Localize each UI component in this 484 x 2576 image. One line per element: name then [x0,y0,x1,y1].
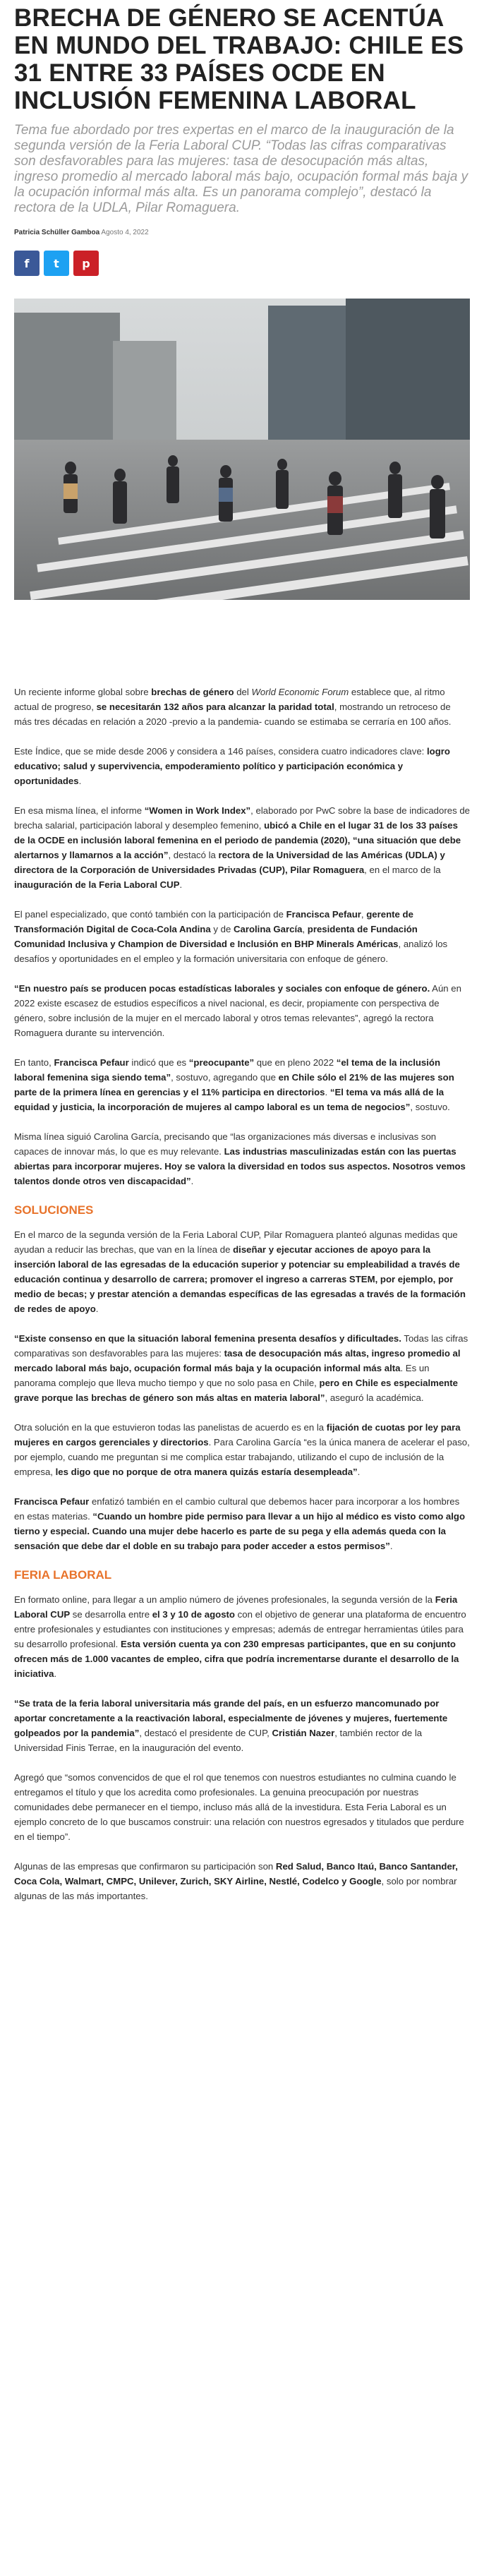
pinterest-share-button[interactable] [73,251,99,276]
paragraph: “Existe consenso en que la situación laboral femenina presenta desafíos y dificultades. Todas las cifras comparativas son desfavorables para las mujeres: tasa de desocupación más altas, ingreso promedio al mercado laboral más bajo, ocupación formal más baja y la ocupación informal más alta. Es un panorama complejo que lleva mucho tiempo y que no solo pasa en Chile, pero en Chile es especialmente grave porque las brechas de género son más altas en materia laboral”, aseguró la académica. [14,1333,468,1403]
section-heading-feria-laboral: FERIA LABORAL [14,1568,112,1582]
paragraph: Agregó que “somos convencidos de que el rol que tenemos con nuestros estudiantes no culmina cuando le entregamos el título y que los acredita como profesionales. La genuina preocupación por nuestras comunidades debe permanecer en el tiempo, incluso más allá de la investidura. Esta Feria Laboral es un ejemplo concreto de lo que buscamos construir: una relación con nuestros egresados y titulados que perdure en el tiempo”. [14,1772,464,1842]
article-photo [14,299,470,600]
paragraph: El panel especializado, que contó también con la participación de Francisca Pefaur, gerente de Transformación Digital de Coca-Cola Andina y de Carolina García, presidenta de Fundación Comunidad Inclusiva y Champion de Diversidad e Inclusión en BHP Minerals Américas, analizó los desafíos y oportunidades en el empleo y la formación universitaria con enfoque de género. [14,909,448,964]
facebook-icon: f [24,256,30,270]
author-link[interactable]: Patricia Schüller Gamboa [14,229,100,236]
paragraph: Otra solución en la que estuvieron todas las panelistas de acuerdo es en la fijación de cuotas por ley para mujeres en cargos gerenciales y directorios. Para Carolina García “es la única manera de acelerar el paso, por ejemplo, cuando me preguntan si me complica estar trabajando, utilizando el cupo de inclusión de la empresa, les digo que no porque de otra manera quizás estaría desempleada”. [14,1422,470,1477]
paragraph: Un reciente informe global sobre brechas de género del World Economic Forum establece que, al ritmo actual de progreso, se necesitarán 132 años para alcanzar la paridad total, mostrando un retroceso de más tres décadas en relación a 2020 -previo a la pandemia- cuando se estimaba se cerraría en 100 años. [14,687,452,727]
paragraph: En esa misma línea, el informe “Women in Work Index”, elaborado por PwC sobre la base de indicadores de brecha salarial, participación laboral y desempleo femenino, ubicó a Chile en el lugar 31 de los 33 países de la OCDE en inclusión laboral femenina en el periodo de pandemia (2020), “una situación que debe alertarnos y llamarnos a la acción”, destacó la rectora de la Universidad de las Américas (UDLA) y directora de la Corporación de Universidades Privadas (CUP), Pilar Romaguera, en el marco de la inauguración de la Feria Laboral CUP. [14,805,470,890]
paragraph: En el marco de la segunda versión de la Feria Laboral CUP, Pilar Romaguera planteó algunas medidas que ayudan a reducir las brechas, que van en la línea de diseñar y ejecutar acciones de apoyo para la inserción laboral de las egresadas de la educación superior y potenciar su empleabilidad a través de educación continua y desarrollo de carrera; promover el ingreso a carreras STEM, por ejemplo, por medio de becas; y prestar atención a demandas específicas de las egresadas a través de la formación de redes de apoyo. [14,1229,466,1314]
article-body [14,685,470,1903]
share-buttons [14,251,470,276]
paragraph: En tanto, Francisca Pefaur indicó que es “preocupante” que en pleno 2022 “el tema de la inclusión laboral femenina siga siendo tema”, sostuvo, agregando que en Chile sólo el 21% de las mujeres son parte de la primera línea en gerencias y el 11% participa en directorios. “El tema va más allá de la equidad y justicia, la incorporación de mujeres al campo laboral es un tema de negocios”, sostuvo. [14,1057,454,1112]
paragraph: “En nuestro país se producen pocas estadísticas laborales y sociales con enfoque de género. Aún en 2022 existe escasez de estudios específicos a nivel nacional, es decir, propiamente con perspectiva de género, sobre inclusión de la mujer en el mercado laboral y otros temas relevantes”, agregó la rectora Romaguera durante su intervención. [14,983,461,1038]
paragraph: En formato online, para llegar a un amplio número de jóvenes profesionales, la segunda versión de la Feria Laboral CUP se desarrolla entre el 3 y 10 de agosto con el objetivo de generar una plataforma de encuentro entre profesionales y estudiantes con instituciones y empresas; además de entregar herramientas útiles para su desarrollo profesional. Esta versión cuenta ya con 230 empresas participantes, que en su conjunto ofrecen más de 1.000 vacantes de empleo, cifra que podría incrementarse durante el desarrollo de la iniciativa. [14,1594,466,1679]
section-heading-soluciones: SOLUCIONES [14,1203,94,1217]
article-lead: Tema fue abordado por tres expertas en el marco de la inauguración de la segunda versión de la Feria Laboral CUP. “Todas las cifras comparativas son desfavorables para las mujeres: tasa de desocupación más altas, ingreso promedio al mercado laboral más bajo, ocupación formal más baja y la ocupación informal más alta. Es un panorama complejo”, destacó la rectora de la UDLA, Pilar Romaguera. [14,123,468,215]
facebook-share-button[interactable] [14,251,40,276]
article-title: BRECHA DE GÉNERO SE ACENTÚA EN MUNDO DEL TRABAJO: CHILE ES 31 ENTRE 33 PAÍSES OCDE EN INCLUSIÓN FEMENINA LABORAL [14,4,464,114]
paragraph: “Se trata de la feria laboral universitaria más grande del país, en un esfuerzo mancomunado por aportar concretamente a la reactivación laboral, especialmente de jóvenes y mujeres, fuertemente golpeados por la pandemia”, destacó el presidente de CUP, Cristián Nazer, también rector de la Universidad Finis Terrae, en la inauguración del evento. [14,1698,448,1753]
paragraph: Este Índice, que se mide desde 2006 y considera a 146 países, considera cuatro indicadores clave: logro educativo; salud y supervivencia, empoderamiento político y participación económica y oportunidades. [14,746,450,786]
twitter-share-button[interactable] [44,251,69,276]
article-container [0,4,484,1903]
twitter-icon: t [54,256,59,270]
pinterest-icon: p [82,256,90,270]
paragraph: Francisca Pefaur enfatizó también en el cambio cultural que debemos hacer para incorporar a los hombres en estas materias. “Cuando un hombre pide permiso para llevar a un hijo al médico es visto como algo tierno y especial. Cuando una mujer debe hacerlo es parte de su pega y ella además queda con la sensación que debe dar el doble en su trabajo para poder acceder a estos permisos”. [14,1496,466,1551]
byline [14,229,470,236]
paragraph: Misma línea siguió Carolina García, precisando que “las organizaciones más diversas e inclusivas son capaces de innovar más, lo que es muy relevante. Las industrias masculinizadas están con las puertas abiertas para incorporar mujeres. Hoy se valora la diversidad en todos sus aspectos. Nosotros vemos talentos donde otros ven discapacidad”. [14,1131,466,1186]
publish-date: Agosto 4, 2022 [101,229,149,236]
paragraph: Algunas de las empresas que confirmaron su participación son Red Salud, Banco Itaú, Banco Santander, Coca Cola, Walmart, CMPC, Unilever, Zurich, SKY Airline, Nestlé, Codelco y Google, solo por nombrar algunas de las más importantes. [14,1861,458,1901]
